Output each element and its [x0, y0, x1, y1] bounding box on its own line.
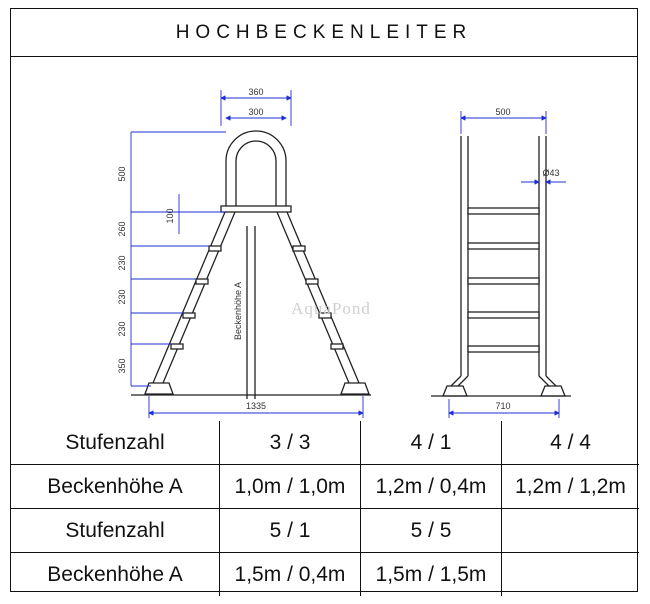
front-view-dimension-labels	[495, 107, 559, 411]
table-row	[11, 465, 639, 509]
table-cell: 1,5m / 1,5m	[361, 553, 502, 597]
dim-small: 100	[165, 208, 175, 224]
table-cell: 1,5m / 0,4m	[220, 553, 361, 597]
row-header-cell: Beckenhöhe A	[11, 465, 220, 509]
table-cell: 5 / 1	[220, 509, 361, 553]
row-header-cell: Stufenzahl	[11, 509, 220, 553]
table-row	[11, 553, 639, 597]
front-view-dimensions	[449, 111, 566, 418]
right-foot	[341, 383, 369, 394]
pool-wall	[247, 226, 255, 399]
dim-step1: 260	[117, 221, 127, 237]
left-leg	[153, 212, 235, 383]
pool-height-label: Beckenhöhe A	[233, 281, 243, 341]
table-cell: 1,2m / 0,4m	[361, 465, 502, 509]
left-foot	[145, 383, 173, 394]
spec-table	[11, 421, 639, 596]
dim-width-side: 1335	[245, 401, 267, 411]
dim-top-inner: 300	[248, 107, 264, 117]
side-view	[131, 131, 371, 399]
dim-step4: 230	[117, 321, 127, 337]
page-title: HOCHBECKENLEITER	[11, 9, 637, 57]
left-rail	[461, 136, 468, 376]
dim-width-front: 710	[495, 401, 511, 411]
handle-arch-inner	[236, 141, 276, 211]
front-left-foot	[443, 386, 467, 396]
table-cell: 5 / 5	[361, 509, 502, 553]
table-cell: 4 / 1	[361, 421, 502, 465]
side-view-dimension-labels	[117, 87, 266, 411]
handle-arch-outer	[226, 131, 286, 211]
top-platform	[221, 206, 291, 212]
front-right-foot	[541, 386, 565, 396]
drawing-frame	[10, 8, 638, 592]
dim-step2: 230	[117, 255, 127, 271]
dim-bottom: 350	[117, 358, 127, 374]
dim-step3: 230	[117, 289, 127, 305]
table-cell: 3 / 3	[220, 421, 361, 465]
dim-diameter: Ø43	[542, 168, 560, 178]
dim-top-front: 500	[495, 107, 511, 117]
dim-top-outer: 360	[248, 87, 264, 97]
technical-drawing	[11, 56, 639, 421]
table-cell	[502, 509, 640, 553]
row-header-cell: Beckenhöhe A	[11, 553, 220, 597]
right-leg	[277, 212, 359, 383]
table-row	[11, 421, 639, 465]
table-row	[11, 509, 639, 553]
table-cell: 1,2m / 1,2m	[502, 465, 640, 509]
watermark: AquaPond	[291, 299, 371, 318]
table-cell: 1,0m / 1,0m	[220, 465, 361, 509]
table-cell: 4 / 4	[502, 421, 640, 465]
row-header-cell: Stufenzahl	[11, 421, 220, 465]
dim-handle: 500	[117, 166, 127, 182]
table-cell	[502, 553, 640, 597]
ladder-drawing	[11, 56, 639, 421]
